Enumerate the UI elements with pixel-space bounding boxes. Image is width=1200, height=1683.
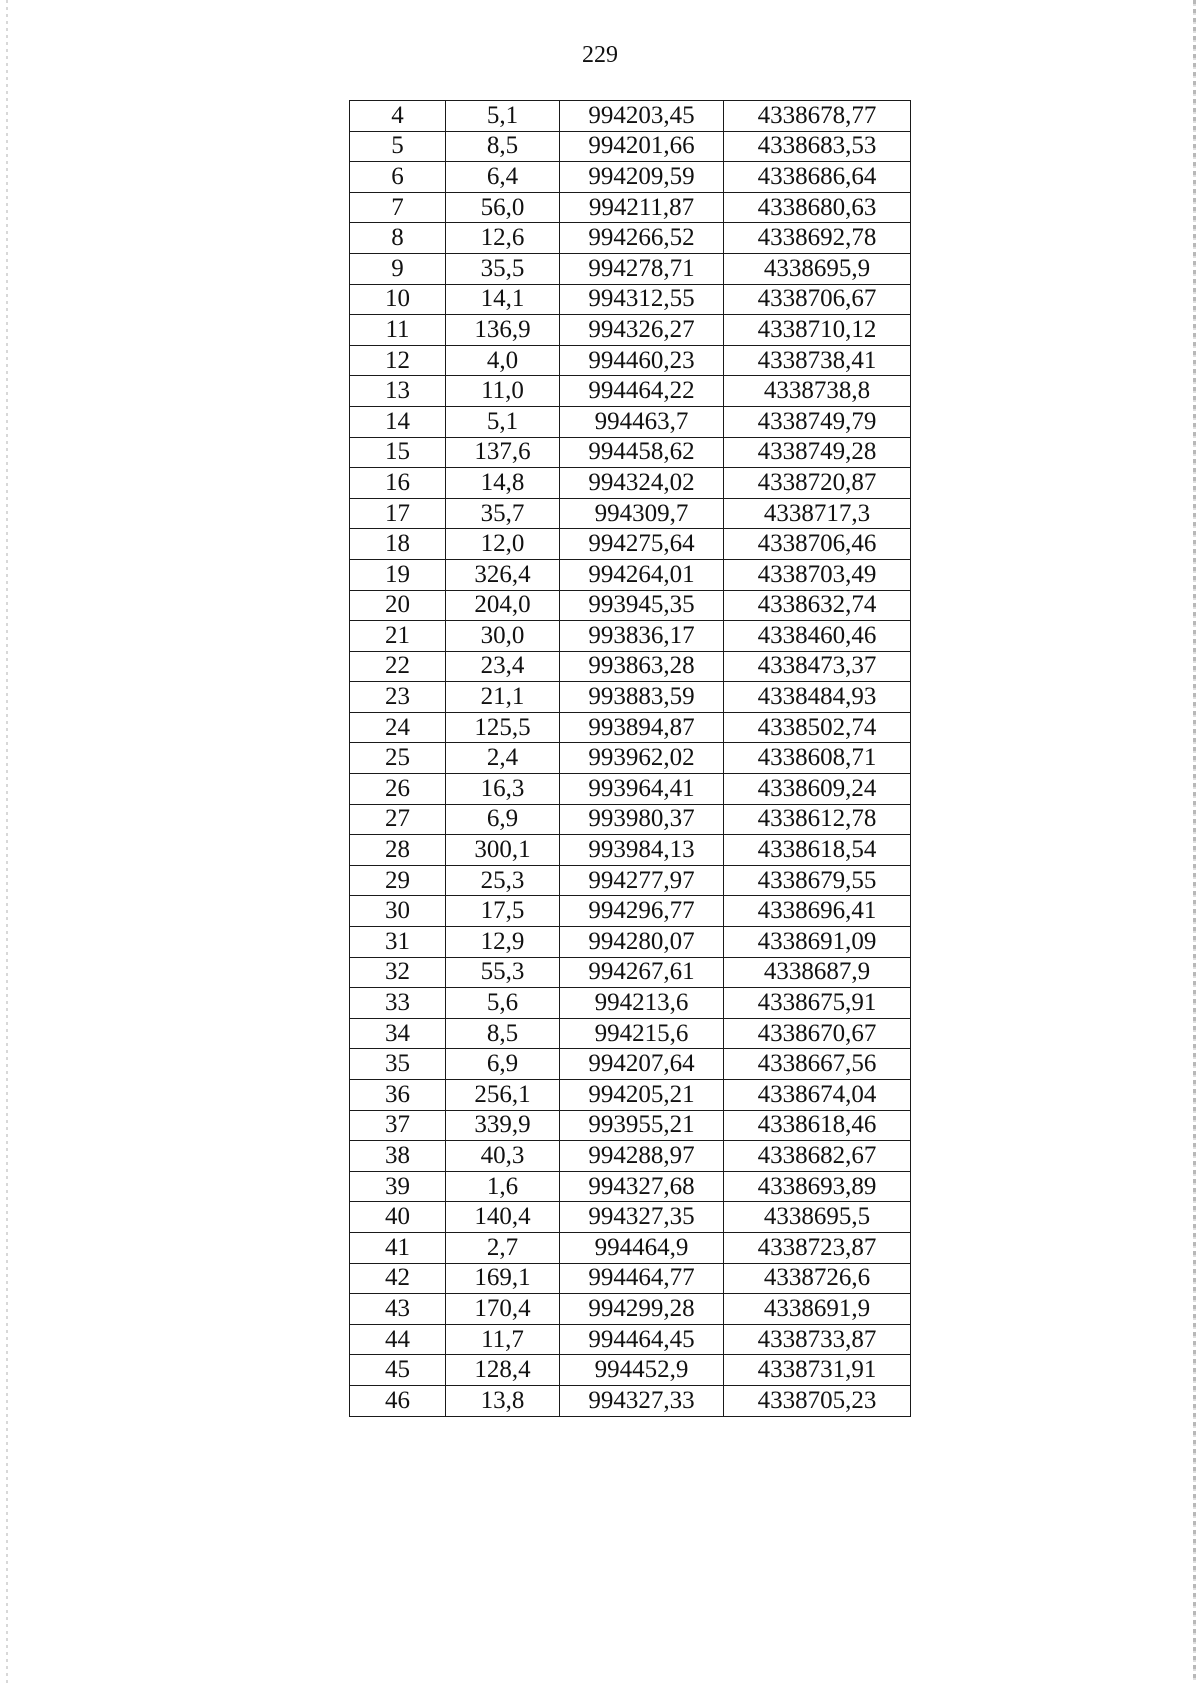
distance-cell: 56,0 [446, 192, 560, 223]
y-coordinate-cell: 4338687,9 [724, 957, 911, 988]
point-number-cell: 18 [350, 529, 446, 560]
x-coordinate-cell: 994464,9 [560, 1232, 724, 1263]
distance-cell: 14,1 [446, 284, 560, 315]
table-row [350, 682, 911, 713]
distance-cell: 140,4 [446, 1202, 560, 1233]
y-coordinate-cell: 4338738,8 [724, 376, 911, 407]
table-row [350, 376, 911, 407]
y-coordinate-cell: 4338691,9 [724, 1294, 911, 1325]
table-row [350, 590, 911, 621]
distance-cell: 16,3 [446, 774, 560, 805]
x-coordinate-cell: 994464,22 [560, 376, 724, 407]
distance-cell: 35,7 [446, 498, 560, 529]
table-row [350, 621, 911, 652]
table-row [350, 1385, 911, 1416]
table-row [350, 498, 911, 529]
distance-cell: 25,3 [446, 865, 560, 896]
x-coordinate-cell: 994452,9 [560, 1355, 724, 1386]
y-coordinate-cell: 4338705,23 [724, 1385, 911, 1416]
y-coordinate-cell: 4338693,89 [724, 1171, 911, 1202]
table-row [350, 743, 911, 774]
y-coordinate-cell: 4338706,67 [724, 284, 911, 315]
distance-cell: 300,1 [446, 835, 560, 866]
y-coordinate-cell: 4338484,93 [724, 682, 911, 713]
table-row [350, 253, 911, 284]
point-number-cell: 44 [350, 1324, 446, 1355]
table-row [350, 284, 911, 315]
table-row [350, 101, 911, 132]
table-row [350, 1355, 911, 1386]
y-coordinate-cell: 4338674,04 [724, 1080, 911, 1111]
x-coordinate-cell: 994203,45 [560, 101, 724, 132]
table-row [350, 162, 911, 193]
y-coordinate-cell: 4338691,09 [724, 927, 911, 958]
point-number-cell: 12 [350, 345, 446, 376]
x-coordinate-cell: 994207,64 [560, 1049, 724, 1080]
distance-cell: 128,4 [446, 1355, 560, 1386]
distance-cell: 40,3 [446, 1141, 560, 1172]
x-coordinate-cell: 993955,21 [560, 1110, 724, 1141]
distance-cell: 13,8 [446, 1385, 560, 1416]
y-coordinate-cell: 4338706,46 [724, 529, 911, 560]
distance-cell: 2,4 [446, 743, 560, 774]
distance-cell: 5,1 [446, 101, 560, 132]
distance-cell: 204,0 [446, 590, 560, 621]
y-coordinate-cell: 4338502,74 [724, 712, 911, 743]
y-coordinate-cell: 4338618,46 [724, 1110, 911, 1141]
x-coordinate-cell: 993945,35 [560, 590, 724, 621]
distance-cell: 4,0 [446, 345, 560, 376]
table-row [350, 1110, 911, 1141]
point-number-cell: 20 [350, 590, 446, 621]
table-row [350, 559, 911, 590]
table-row [350, 1141, 911, 1172]
distance-cell: 8,5 [446, 131, 560, 162]
point-number-cell: 39 [350, 1171, 446, 1202]
table-row [350, 406, 911, 437]
y-coordinate-cell: 4338692,78 [724, 223, 911, 254]
table-row [350, 1263, 911, 1294]
table-row [350, 1171, 911, 1202]
table-row [350, 131, 911, 162]
x-coordinate-cell: 994312,55 [560, 284, 724, 315]
y-coordinate-cell: 4338696,41 [724, 896, 911, 927]
point-number-cell: 15 [350, 437, 446, 468]
table-row [350, 865, 911, 896]
x-coordinate-cell: 994464,77 [560, 1263, 724, 1294]
x-coordinate-cell: 994264,01 [560, 559, 724, 590]
table-row [350, 927, 911, 958]
x-coordinate-cell: 994215,6 [560, 1018, 724, 1049]
point-number-cell: 46 [350, 1385, 446, 1416]
point-number-cell: 25 [350, 743, 446, 774]
page-number: 229 [582, 42, 618, 68]
table-row [350, 651, 911, 682]
table-row [350, 988, 911, 1019]
x-coordinate-cell: 993964,41 [560, 774, 724, 805]
table-row [350, 957, 911, 988]
coordinates-table [349, 100, 911, 1417]
x-coordinate-cell: 994327,33 [560, 1385, 724, 1416]
x-coordinate-cell: 993863,28 [560, 651, 724, 682]
table-row [350, 1324, 911, 1355]
point-number-cell: 14 [350, 406, 446, 437]
table-row [350, 529, 911, 560]
y-coordinate-cell: 4338749,79 [724, 406, 911, 437]
table-row [350, 1049, 911, 1080]
scan-edge-left [6, 0, 8, 1683]
x-coordinate-cell: 993980,37 [560, 804, 724, 835]
x-coordinate-cell: 994205,21 [560, 1080, 724, 1111]
y-coordinate-cell: 4338731,91 [724, 1355, 911, 1386]
x-coordinate-cell: 994267,61 [560, 957, 724, 988]
table-row [350, 1202, 911, 1233]
y-coordinate-cell: 4338749,28 [724, 437, 911, 468]
table-row [350, 1232, 911, 1263]
y-coordinate-cell: 4338682,67 [724, 1141, 911, 1172]
y-coordinate-cell: 4338632,74 [724, 590, 911, 621]
point-number-cell: 37 [350, 1110, 446, 1141]
distance-cell: 1,6 [446, 1171, 560, 1202]
distance-cell: 11,0 [446, 376, 560, 407]
y-coordinate-cell: 4338680,63 [724, 192, 911, 223]
table-row [350, 1080, 911, 1111]
point-number-cell: 4 [350, 101, 446, 132]
distance-cell: 12,0 [446, 529, 560, 560]
y-coordinate-cell: 4338667,56 [724, 1049, 911, 1080]
point-number-cell: 8 [350, 223, 446, 254]
point-number-cell: 30 [350, 896, 446, 927]
y-coordinate-cell: 4338679,55 [724, 865, 911, 896]
x-coordinate-cell: 993894,87 [560, 712, 724, 743]
point-number-cell: 38 [350, 1141, 446, 1172]
x-coordinate-cell: 994266,52 [560, 223, 724, 254]
table-row [350, 835, 911, 866]
y-coordinate-cell: 4338675,91 [724, 988, 911, 1019]
x-coordinate-cell: 994327,68 [560, 1171, 724, 1202]
distance-cell: 8,5 [446, 1018, 560, 1049]
y-coordinate-cell: 4338726,6 [724, 1263, 911, 1294]
y-coordinate-cell: 4338733,87 [724, 1324, 911, 1355]
point-number-cell: 17 [350, 498, 446, 529]
x-coordinate-cell: 993984,13 [560, 835, 724, 866]
distance-cell: 170,4 [446, 1294, 560, 1325]
distance-cell: 55,3 [446, 957, 560, 988]
x-coordinate-cell: 994275,64 [560, 529, 724, 560]
distance-cell: 21,1 [446, 682, 560, 713]
point-number-cell: 31 [350, 927, 446, 958]
distance-cell: 17,5 [446, 896, 560, 927]
point-number-cell: 22 [350, 651, 446, 682]
x-coordinate-cell: 994277,97 [560, 865, 724, 896]
y-coordinate-cell: 4338609,24 [724, 774, 911, 805]
y-coordinate-cell: 4338473,37 [724, 651, 911, 682]
table-row [350, 774, 911, 805]
table-row [350, 1294, 911, 1325]
table-row [350, 315, 911, 346]
distance-cell: 169,1 [446, 1263, 560, 1294]
x-coordinate-cell: 993962,02 [560, 743, 724, 774]
x-coordinate-cell: 994209,59 [560, 162, 724, 193]
table-row [350, 223, 911, 254]
table-row [350, 345, 911, 376]
distance-cell: 35,5 [446, 253, 560, 284]
y-coordinate-cell: 4338703,49 [724, 559, 911, 590]
point-number-cell: 45 [350, 1355, 446, 1386]
distance-cell: 6,9 [446, 804, 560, 835]
y-coordinate-cell: 4338612,78 [724, 804, 911, 835]
point-number-cell: 36 [350, 1080, 446, 1111]
point-number-cell: 19 [350, 559, 446, 590]
distance-cell: 30,0 [446, 621, 560, 652]
y-coordinate-cell: 4338678,77 [724, 101, 911, 132]
x-coordinate-cell: 994460,23 [560, 345, 724, 376]
distance-cell: 11,7 [446, 1324, 560, 1355]
point-number-cell: 21 [350, 621, 446, 652]
point-number-cell: 7 [350, 192, 446, 223]
x-coordinate-cell: 994464,45 [560, 1324, 724, 1355]
scan-edge-right [1193, 0, 1196, 1683]
y-coordinate-cell: 4338608,71 [724, 743, 911, 774]
y-coordinate-cell: 4338738,41 [724, 345, 911, 376]
x-coordinate-cell: 994211,87 [560, 192, 724, 223]
y-coordinate-cell: 4338723,87 [724, 1232, 911, 1263]
distance-cell: 12,6 [446, 223, 560, 254]
table-row [350, 192, 911, 223]
table-row [350, 1018, 911, 1049]
x-coordinate-cell: 994296,77 [560, 896, 724, 927]
distance-cell: 339,9 [446, 1110, 560, 1141]
distance-cell: 6,4 [446, 162, 560, 193]
y-coordinate-cell: 4338683,53 [724, 131, 911, 162]
point-number-cell: 43 [350, 1294, 446, 1325]
point-number-cell: 28 [350, 835, 446, 866]
y-coordinate-cell: 4338670,67 [724, 1018, 911, 1049]
distance-cell: 136,9 [446, 315, 560, 346]
point-number-cell: 6 [350, 162, 446, 193]
point-number-cell: 41 [350, 1232, 446, 1263]
point-number-cell: 32 [350, 957, 446, 988]
table-row [350, 804, 911, 835]
y-coordinate-cell: 4338695,9 [724, 253, 911, 284]
x-coordinate-cell: 994326,27 [560, 315, 724, 346]
point-number-cell: 40 [350, 1202, 446, 1233]
point-number-cell: 34 [350, 1018, 446, 1049]
coordinates-table-body [350, 101, 911, 1417]
x-coordinate-cell: 994324,02 [560, 468, 724, 499]
point-number-cell: 5 [350, 131, 446, 162]
point-number-cell: 33 [350, 988, 446, 1019]
point-number-cell: 35 [350, 1049, 446, 1080]
x-coordinate-cell: 994278,71 [560, 253, 724, 284]
y-coordinate-cell: 4338618,54 [724, 835, 911, 866]
table-row [350, 896, 911, 927]
x-coordinate-cell: 994309,7 [560, 498, 724, 529]
distance-cell: 137,6 [446, 437, 560, 468]
y-coordinate-cell: 4338695,5 [724, 1202, 911, 1233]
point-number-cell: 42 [350, 1263, 446, 1294]
distance-cell: 256,1 [446, 1080, 560, 1111]
x-coordinate-cell: 994327,35 [560, 1202, 724, 1233]
point-number-cell: 11 [350, 315, 446, 346]
table-row [350, 468, 911, 499]
x-coordinate-cell: 993836,17 [560, 621, 724, 652]
distance-cell: 326,4 [446, 559, 560, 590]
distance-cell: 5,1 [446, 406, 560, 437]
x-coordinate-cell: 994280,07 [560, 927, 724, 958]
x-coordinate-cell: 994213,6 [560, 988, 724, 1019]
distance-cell: 14,8 [446, 468, 560, 499]
point-number-cell: 26 [350, 774, 446, 805]
point-number-cell: 27 [350, 804, 446, 835]
point-number-cell: 29 [350, 865, 446, 896]
distance-cell: 2,7 [446, 1232, 560, 1263]
x-coordinate-cell: 994299,28 [560, 1294, 724, 1325]
y-coordinate-cell: 4338720,87 [724, 468, 911, 499]
x-coordinate-cell: 993883,59 [560, 682, 724, 713]
distance-cell: 5,6 [446, 988, 560, 1019]
x-coordinate-cell: 994201,66 [560, 131, 724, 162]
point-number-cell: 16 [350, 468, 446, 499]
distance-cell: 6,9 [446, 1049, 560, 1080]
point-number-cell: 10 [350, 284, 446, 315]
x-coordinate-cell: 994458,62 [560, 437, 724, 468]
point-number-cell: 9 [350, 253, 446, 284]
x-coordinate-cell: 994463,7 [560, 406, 724, 437]
x-coordinate-cell: 994288,97 [560, 1141, 724, 1172]
point-number-cell: 23 [350, 682, 446, 713]
y-coordinate-cell: 4338686,64 [724, 162, 911, 193]
distance-cell: 125,5 [446, 712, 560, 743]
distance-cell: 12,9 [446, 927, 560, 958]
point-number-cell: 13 [350, 376, 446, 407]
y-coordinate-cell: 4338717,3 [724, 498, 911, 529]
table-row [350, 712, 911, 743]
y-coordinate-cell: 4338710,12 [724, 315, 911, 346]
table-row [350, 437, 911, 468]
distance-cell: 23,4 [446, 651, 560, 682]
y-coordinate-cell: 4338460,46 [724, 621, 911, 652]
point-number-cell: 24 [350, 712, 446, 743]
